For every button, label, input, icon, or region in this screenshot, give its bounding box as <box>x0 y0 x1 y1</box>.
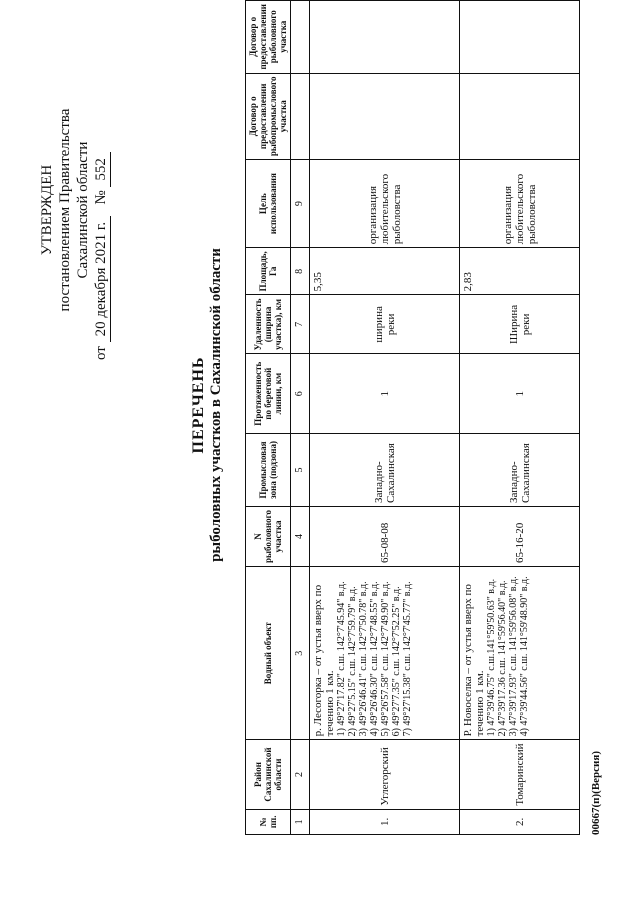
approval-date: 20 декабря 2021 г. <box>92 216 111 343</box>
zone-cell: Западно-Сахалинская <box>310 433 460 506</box>
column-number <box>291 1 310 74</box>
coordinate-line: 3) 49°26'46.41" с.ш. 142°7'50.78" в.д. <box>358 581 369 737</box>
coordinate-line: 1) 47°39'46.75" с.ш.141°59'50.63" в.д. <box>486 578 497 737</box>
site-number-cell: 65-16-20 <box>460 506 580 566</box>
header-cell: Договор о предоставлении рыбопромыслового участка <box>246 73 291 160</box>
coordinate-line: 6) 49°27'7.35" с.ш. 142°7'52.25" в.д. <box>391 586 402 737</box>
water-object-title: р. Лесогорка – от устья вверх по течению 1 км. <box>312 584 336 737</box>
coordinate-list <box>336 570 413 736</box>
width-cell: ширина реки <box>310 295 460 354</box>
approval-number: 552 <box>92 152 111 187</box>
purpose-cell: организация любительского рыболовства <box>310 160 460 248</box>
header-cell: Протяженность по береговой линии, км <box>246 354 291 434</box>
column-number: 9 <box>291 160 310 248</box>
contract2-cell <box>310 1 460 74</box>
approval-line-2: Сахалинской области <box>75 141 91 279</box>
zone-cell: Западно-Сахалинская <box>460 433 580 506</box>
header-cell: Цель использования <box>246 160 291 248</box>
coordinate-line: 7) 49°27'15.38" с.ш. 142°7'45.77" в.д. <box>402 581 413 737</box>
site-number-cell: 65-08-08 <box>310 506 460 566</box>
header-cell: Район Сахалинской области <box>246 740 291 809</box>
coordinate-line: 4) 49°26'46.30" с.ш. 142°7'48.55" в.д. <box>369 581 380 737</box>
coordinate-line: 2) 49°27'5.15" с.ш. 142°7'59.79" в.д. <box>347 586 358 737</box>
coordinate-line: 2) 47°39'17.36 с.ш. 141°59'56.40" в.д. <box>497 580 508 737</box>
coordinate-line: 5) 49°26'57.58" с.ш. 142°7'49.90" в.д. <box>380 581 391 737</box>
area-cell: 5,35 <box>310 248 460 295</box>
coordinate-list <box>486 570 530 736</box>
table-row <box>310 1 460 835</box>
title-sub: рыболовных участков в Сахалинской области <box>208 248 224 562</box>
length-cell: 1 <box>310 354 460 434</box>
approval-block <box>38 40 111 380</box>
document-footer-code: 00667(п)(Версия) <box>590 751 602 835</box>
header-cell: Удаленность (ширина участка), км <box>246 295 291 354</box>
date-prefix: от <box>93 346 109 360</box>
header-cell: Водный объект <box>246 567 291 740</box>
length-cell: 1 <box>460 354 580 434</box>
approval-date-line <box>92 40 111 380</box>
fishing-sites-table <box>245 0 580 835</box>
table-number-row <box>291 1 310 835</box>
area-cell: 2,83 <box>460 248 580 295</box>
column-number: 2 <box>291 740 310 809</box>
coordinate-line: 1) 49°27'17.82" с.ш. 142°7'45.94" в.д. <box>336 581 347 737</box>
column-number: 4 <box>291 506 310 566</box>
document-title <box>190 155 225 655</box>
number-prefix: № <box>93 190 109 205</box>
district-cell: Томаринский <box>460 740 580 809</box>
contract1-cell <box>310 73 460 160</box>
water-object-cell <box>310 567 460 740</box>
title-main: ПЕРЕЧЕНЬ <box>190 356 207 454</box>
purpose-cell: организация любительского рыболовства <box>460 160 580 248</box>
table-header-row <box>246 1 291 835</box>
column-number: 6 <box>291 354 310 434</box>
table-row <box>460 1 580 835</box>
contract2-cell <box>460 1 580 74</box>
water-object-cell <box>460 567 580 740</box>
water-object-title: Р. Новоселка – от устья вверх по течению 1 км. <box>462 584 486 737</box>
district-cell: Углегорский <box>310 740 460 809</box>
row-number: 2. <box>460 809 580 834</box>
column-number: 8 <box>291 248 310 295</box>
column-number: 5 <box>291 433 310 506</box>
column-number: 3 <box>291 567 310 740</box>
coordinate-line: 4) 47°39'44.56" с.ш. 141°59'48.90" в.д. <box>519 576 530 737</box>
width-cell: Ширина реки <box>460 295 580 354</box>
column-number <box>291 73 310 160</box>
header-cell: Площадь, Га <box>246 248 291 295</box>
column-number: 7 <box>291 295 310 354</box>
header-cell: Промысловая зона (подзона) <box>246 433 291 506</box>
header-cell: N рыболовного участка <box>246 506 291 566</box>
coordinate-line: 3) 47°39'17.93" с.ш. 141°59'56.08" в.д. <box>508 576 519 737</box>
header-cell: Договор о предоставлении рыболовного участка <box>246 1 291 74</box>
row-number: 1. <box>310 809 460 834</box>
approval-heading: УТВЕРЖДЕН <box>39 164 55 256</box>
contract1-cell <box>460 73 580 160</box>
column-number: 1 <box>291 809 310 834</box>
header-cell: № пп. <box>246 809 291 834</box>
approval-line-1: постановлением Правительства <box>57 108 73 312</box>
